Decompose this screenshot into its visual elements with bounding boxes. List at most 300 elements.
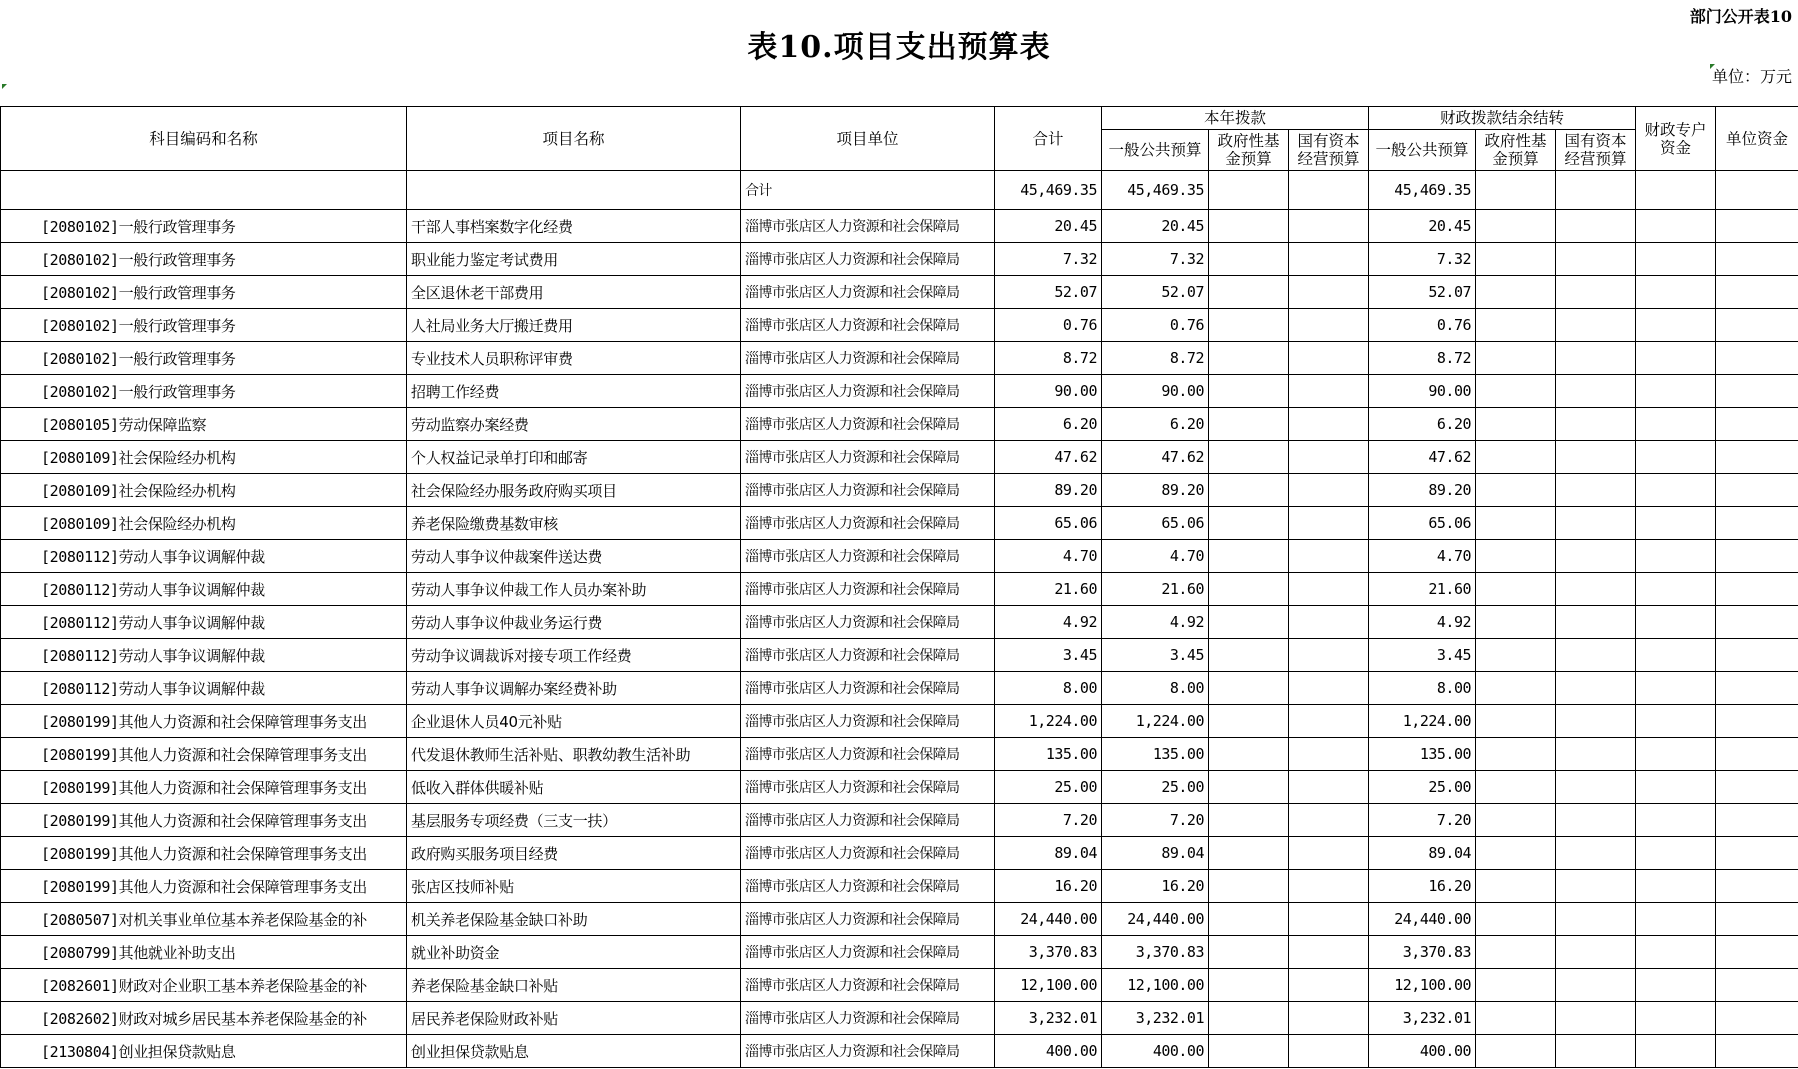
total-cell: 3,370.83 (995, 936, 1102, 969)
project-cell: 劳动人事争议仲裁业务运行费 (407, 606, 741, 639)
carry-general-budget-cell: 3,232.01 (1369, 1002, 1476, 1035)
state-capital-cell (1289, 243, 1369, 276)
table-row (1, 870, 1798, 903)
carry-general-budget-cell: 24,440.00 (1369, 903, 1476, 936)
carry-state-capital-cell (1556, 276, 1636, 309)
special-fund-cell (1636, 375, 1716, 408)
state-capital-cell (1289, 408, 1369, 441)
carry-state-capital-cell (1556, 672, 1636, 705)
unit-cell: 淄博市张店区人力资源和社会保障局 (741, 870, 995, 903)
general-budget-cell: 3.45 (1102, 639, 1209, 672)
subject-cell: [2080112]劳动人事争议调解仲裁 (1, 573, 407, 606)
carry-state-capital-cell (1556, 903, 1636, 936)
gov-fund-cell (1209, 936, 1289, 969)
special-fund-cell (1636, 606, 1716, 639)
carry-state-capital-cell (1556, 639, 1636, 672)
total-cell: 8.72 (995, 342, 1102, 375)
carry-general-budget-cell: 1,224.00 (1369, 705, 1476, 738)
project-cell: 居民养老保险财政补贴 (407, 1002, 741, 1035)
project-cell: 张店区技师补贴 (407, 870, 741, 903)
unit-fund-cell (1716, 474, 1798, 507)
total-cell: 47.62 (995, 441, 1102, 474)
total-cell: 65.06 (995, 507, 1102, 540)
carry-gov-fund-cell (1476, 639, 1556, 672)
carry-state-capital-cell (1556, 969, 1636, 1002)
general-budget-cell: 47.62 (1102, 441, 1209, 474)
subject-cell: [2080199]其他人力资源和社会保障管理事务支出 (1, 804, 407, 837)
unit-fund-cell (1716, 540, 1798, 573)
carry-state-capital-cell (1556, 705, 1636, 738)
gov-fund-cell (1209, 606, 1289, 639)
gov-fund-cell (1209, 375, 1289, 408)
carry-gov-fund-cell (1476, 837, 1556, 870)
subject-cell: [2080109]社会保险经办机构 (1, 441, 407, 474)
unit-cell: 淄博市张店区人力资源和社会保障局 (741, 804, 995, 837)
state-capital-cell (1289, 606, 1369, 639)
special-fund-cell (1636, 672, 1716, 705)
state-capital-cell (1289, 1035, 1369, 1068)
project-cell: 劳动人事争议调解办案经费补助 (407, 672, 741, 705)
gov-fund-cell (1209, 1002, 1289, 1035)
carry-state-capital-cell (1556, 210, 1636, 243)
gov-fund-cell (1209, 837, 1289, 870)
special-fund-cell (1636, 540, 1716, 573)
general-budget-cell: 52.07 (1102, 276, 1209, 309)
header-gov-fund: 政府性基金预算 (1209, 130, 1289, 171)
general-budget-cell: 135.00 (1102, 738, 1209, 771)
carry-general-budget-cell: 135.00 (1369, 738, 1476, 771)
total-cell: 400.00 (995, 1035, 1102, 1068)
general-budget-cell: 8.00 (1102, 672, 1209, 705)
table-row (1, 507, 1798, 540)
header-carry-state-capital: 国有资本经营预算 (1556, 130, 1636, 171)
gov-fund-cell (1209, 474, 1289, 507)
state-capital-cell (1289, 375, 1369, 408)
carry-general-budget-cell: 7.20 (1369, 804, 1476, 837)
subject-cell: [2080109]社会保险经办机构 (1, 507, 407, 540)
total-cell: 1,224.00 (995, 705, 1102, 738)
table-number-label: 部门公开表10 (1689, 7, 1792, 26)
subject-cell: [2080105]劳动保障监察 (1, 408, 407, 441)
subject-cell: [2080112]劳动人事争议调解仲裁 (1, 540, 407, 573)
total-gov-fund-cell (1209, 171, 1289, 210)
unit-fund-cell (1716, 441, 1798, 474)
total-cell: 3,232.01 (995, 1002, 1102, 1035)
unit-cell: 淄博市张店区人力资源和社会保障局 (741, 210, 995, 243)
total-special-fund-cell (1636, 171, 1716, 210)
gov-fund-cell (1209, 804, 1289, 837)
special-fund-cell (1636, 936, 1716, 969)
carry-general-budget-cell: 8.00 (1369, 672, 1476, 705)
project-cell: 劳动争议调裁诉对接专项工作经费 (407, 639, 741, 672)
project-cell: 创业担保贷款贴息 (407, 1035, 741, 1068)
project-cell: 职业能力鉴定考试费用 (407, 243, 741, 276)
state-capital-cell (1289, 804, 1369, 837)
carry-general-budget-cell: 4.92 (1369, 606, 1476, 639)
total-total-cell: 45,469.35 (995, 171, 1102, 210)
carry-state-capital-cell (1556, 606, 1636, 639)
project-cell: 养老保险基金缺口补贴 (407, 969, 741, 1002)
project-cell: 劳动监察办案经费 (407, 408, 741, 441)
carry-general-budget-cell: 25.00 (1369, 771, 1476, 804)
carry-gov-fund-cell (1476, 441, 1556, 474)
unit-cell: 淄博市张店区人力资源和社会保障局 (741, 276, 995, 309)
project-cell: 干部人事档案数字化经费 (407, 210, 741, 243)
carry-gov-fund-cell (1476, 705, 1556, 738)
gov-fund-cell (1209, 573, 1289, 606)
unit-cell: 淄博市张店区人力资源和社会保障局 (741, 837, 995, 870)
total-carry-general-cell: 45,469.35 (1369, 171, 1476, 210)
unit-fund-cell (1716, 804, 1798, 837)
gov-fund-cell (1209, 342, 1289, 375)
general-budget-cell: 7.20 (1102, 804, 1209, 837)
special-fund-cell (1636, 210, 1716, 243)
total-cell: 16.20 (995, 870, 1102, 903)
total-carry-gov-fund-cell (1476, 171, 1556, 210)
total-cell: 89.20 (995, 474, 1102, 507)
special-fund-cell (1636, 903, 1716, 936)
general-budget-cell: 89.20 (1102, 474, 1209, 507)
table-row (1, 375, 1798, 408)
unit-fund-cell (1716, 969, 1798, 1002)
gov-fund-cell (1209, 705, 1289, 738)
general-budget-cell: 3,370.83 (1102, 936, 1209, 969)
special-fund-cell (1636, 870, 1716, 903)
state-capital-cell (1289, 672, 1369, 705)
header-total: 合计 (995, 107, 1102, 171)
general-budget-cell: 65.06 (1102, 507, 1209, 540)
special-fund-cell (1636, 969, 1716, 1002)
table-row (1, 936, 1798, 969)
project-cell: 低收入群体供暖补贴 (407, 771, 741, 804)
unit-label: 单位：万元 (1711, 67, 1792, 86)
project-cell: 全区退休老干部费用 (407, 276, 741, 309)
carry-gov-fund-cell (1476, 573, 1556, 606)
general-budget-cell: 7.32 (1102, 243, 1209, 276)
state-capital-cell (1289, 276, 1369, 309)
state-capital-cell (1289, 837, 1369, 870)
special-fund-cell (1636, 507, 1716, 540)
table-row (1, 837, 1798, 870)
total-cell: 135.00 (995, 738, 1102, 771)
total-carry-state-capital-cell (1556, 171, 1636, 210)
general-budget-cell: 16.20 (1102, 870, 1209, 903)
unit-fund-cell (1716, 573, 1798, 606)
unit-fund-cell (1716, 903, 1798, 936)
total-cell: 4.70 (995, 540, 1102, 573)
carry-state-capital-cell (1556, 441, 1636, 474)
unit-cell: 淄博市张店区人力资源和社会保障局 (741, 540, 995, 573)
carry-gov-fund-cell (1476, 408, 1556, 441)
carry-gov-fund-cell (1476, 507, 1556, 540)
unit-cell: 淄博市张店区人力资源和社会保障局 (741, 639, 995, 672)
total-cell: 89.04 (995, 837, 1102, 870)
carry-gov-fund-cell (1476, 309, 1556, 342)
subject-cell: [2080102]一般行政管理事务 (1, 243, 407, 276)
table-row (1, 969, 1798, 1002)
state-capital-cell (1289, 573, 1369, 606)
unit-fund-cell (1716, 210, 1798, 243)
subject-cell: [2080102]一般行政管理事务 (1, 210, 407, 243)
project-cell: 人社局业务大厅搬迁费用 (407, 309, 741, 342)
table-row (1, 342, 1798, 375)
unit-cell: 淄博市张店区人力资源和社会保障局 (741, 936, 995, 969)
project-cell: 企业退休人员40元补贴 (407, 705, 741, 738)
unit-cell: 淄博市张店区人力资源和社会保障局 (741, 1002, 995, 1035)
table-row (1, 243, 1798, 276)
total-cell: 0.76 (995, 309, 1102, 342)
table-row (1, 408, 1798, 441)
unit-fund-cell (1716, 672, 1798, 705)
carry-general-budget-cell: 3.45 (1369, 639, 1476, 672)
subject-cell: [2080102]一般行政管理事务 (1, 375, 407, 408)
unit-cell: 淄博市张店区人力资源和社会保障局 (741, 375, 995, 408)
unit-cell: 淄博市张店区人力资源和社会保障局 (741, 573, 995, 606)
total-cell: 3.45 (995, 639, 1102, 672)
gov-fund-cell (1209, 771, 1289, 804)
carry-gov-fund-cell (1476, 672, 1556, 705)
carry-general-budget-cell: 4.70 (1369, 540, 1476, 573)
header-state-capital: 国有资本经营预算 (1289, 130, 1369, 171)
gov-fund-cell (1209, 507, 1289, 540)
unit-cell: 淄博市张店区人力资源和社会保障局 (741, 243, 995, 276)
subject-cell: [2080112]劳动人事争议调解仲裁 (1, 639, 407, 672)
unit-cell: 淄博市张店区人力资源和社会保障局 (741, 507, 995, 540)
subject-cell: [2082601]财政对企业职工基本养老保险基金的补 (1, 969, 407, 1002)
state-capital-cell (1289, 969, 1369, 1002)
subject-cell: [2080102]一般行政管理事务 (1, 276, 407, 309)
table-row (1, 903, 1798, 936)
unit-fund-cell (1716, 870, 1798, 903)
state-capital-cell (1289, 771, 1369, 804)
general-budget-cell: 89.04 (1102, 837, 1209, 870)
table-row (1, 1035, 1798, 1068)
subject-cell: [2080507]对机关事业单位基本养老保险基金的补 (1, 903, 407, 936)
project-cell: 社会保险经办服务政府购买项目 (407, 474, 741, 507)
state-capital-cell (1289, 309, 1369, 342)
table-row (1, 474, 1798, 507)
table-row (1, 573, 1798, 606)
state-capital-cell (1289, 1002, 1369, 1035)
general-budget-cell: 20.45 (1102, 210, 1209, 243)
unit-fund-cell (1716, 606, 1798, 639)
carry-state-capital-cell (1556, 837, 1636, 870)
carry-gov-fund-cell (1476, 210, 1556, 243)
carry-gov-fund-cell (1476, 903, 1556, 936)
general-budget-cell: 21.60 (1102, 573, 1209, 606)
total-cell: 25.00 (995, 771, 1102, 804)
unit-fund-cell (1716, 1002, 1798, 1035)
carry-general-budget-cell: 52.07 (1369, 276, 1476, 309)
subject-cell: [2080199]其他人力资源和社会保障管理事务支出 (1, 837, 407, 870)
state-capital-cell (1289, 210, 1369, 243)
header-carry-gov-fund: 政府性基金预算 (1476, 130, 1556, 171)
state-capital-cell (1289, 738, 1369, 771)
unit-fund-cell (1716, 705, 1798, 738)
total-cell: 24,440.00 (995, 903, 1102, 936)
unit-cell: 淄博市张店区人力资源和社会保障局 (741, 903, 995, 936)
header-carry-general-budget: 一般公共预算 (1369, 130, 1476, 171)
unit-cell: 淄博市张店区人力资源和社会保障局 (741, 606, 995, 639)
total-general-cell: 45,469.35 (1102, 171, 1209, 210)
subject-cell: [2080799]其他就业补助支出 (1, 936, 407, 969)
total-cell: 21.60 (995, 573, 1102, 606)
carry-general-budget-cell: 90.00 (1369, 375, 1476, 408)
budget-table (0, 106, 1798, 1068)
carry-general-budget-cell: 89.04 (1369, 837, 1476, 870)
project-cell: 基层服务专项经费（三支一扶） (407, 804, 741, 837)
carry-state-capital-cell (1556, 573, 1636, 606)
subject-cell: [2080199]其他人力资源和社会保障管理事务支出 (1, 738, 407, 771)
general-budget-cell: 24,440.00 (1102, 903, 1209, 936)
state-capital-cell (1289, 474, 1369, 507)
general-budget-cell: 400.00 (1102, 1035, 1209, 1068)
table-row (1, 441, 1798, 474)
special-fund-cell (1636, 738, 1716, 771)
carry-state-capital-cell (1556, 408, 1636, 441)
subject-cell: [2082602]财政对城乡居民基本养老保险基金的补 (1, 1002, 407, 1035)
gov-fund-cell (1209, 870, 1289, 903)
special-fund-cell (1636, 408, 1716, 441)
cell-marker-icon (2, 84, 7, 89)
carry-state-capital-cell (1556, 936, 1636, 969)
unit-fund-cell (1716, 276, 1798, 309)
subject-cell: [2080102]一般行政管理事务 (1, 342, 407, 375)
state-capital-cell (1289, 639, 1369, 672)
subject-cell: [2080199]其他人力资源和社会保障管理事务支出 (1, 870, 407, 903)
general-budget-cell: 6.20 (1102, 408, 1209, 441)
subject-cell: [2080199]其他人力资源和社会保障管理事务支出 (1, 771, 407, 804)
unit-fund-cell (1716, 837, 1798, 870)
special-fund-cell (1636, 771, 1716, 804)
unit-fund-cell (1716, 936, 1798, 969)
unit-cell: 淄博市张店区人力资源和社会保障局 (741, 1035, 995, 1068)
carry-general-budget-cell: 21.60 (1369, 573, 1476, 606)
general-budget-cell: 3,232.01 (1102, 1002, 1209, 1035)
carry-general-budget-cell: 7.32 (1369, 243, 1476, 276)
table-row (1, 804, 1798, 837)
carry-general-budget-cell: 89.20 (1369, 474, 1476, 507)
carry-general-budget-cell: 400.00 (1369, 1035, 1476, 1068)
carry-gov-fund-cell (1476, 738, 1556, 771)
gov-fund-cell (1209, 903, 1289, 936)
table-row (1, 309, 1798, 342)
carry-state-capital-cell (1556, 738, 1636, 771)
header-special-fund: 财政专户资金 (1636, 107, 1716, 171)
table-row (1, 276, 1798, 309)
carry-state-capital-cell (1556, 243, 1636, 276)
general-budget-cell: 0.76 (1102, 309, 1209, 342)
general-budget-cell: 90.00 (1102, 375, 1209, 408)
gov-fund-cell (1209, 672, 1289, 705)
state-capital-cell (1289, 342, 1369, 375)
special-fund-cell (1636, 804, 1716, 837)
carry-state-capital-cell (1556, 804, 1636, 837)
state-capital-cell (1289, 507, 1369, 540)
header-carryover: 财政拨款结余结转 (1369, 107, 1636, 130)
unit-fund-cell (1716, 309, 1798, 342)
unit-fund-cell (1716, 738, 1798, 771)
unit-cell: 淄博市张店区人力资源和社会保障局 (741, 738, 995, 771)
gov-fund-cell (1209, 210, 1289, 243)
carry-general-budget-cell: 65.06 (1369, 507, 1476, 540)
carry-gov-fund-cell (1476, 771, 1556, 804)
total-project-cell (407, 171, 741, 210)
project-cell: 机关养老保险基金缺口补助 (407, 903, 741, 936)
special-fund-cell (1636, 1035, 1716, 1068)
special-fund-cell (1636, 705, 1716, 738)
special-fund-cell (1636, 639, 1716, 672)
carry-state-capital-cell (1556, 540, 1636, 573)
project-cell: 劳动人事争议仲裁工作人员办案补助 (407, 573, 741, 606)
gov-fund-cell (1209, 276, 1289, 309)
unit-cell: 淄博市张店区人力资源和社会保障局 (741, 771, 995, 804)
total-cell: 52.07 (995, 276, 1102, 309)
general-budget-cell: 4.70 (1102, 540, 1209, 573)
unit-fund-cell (1716, 408, 1798, 441)
subject-cell: [2080102]一般行政管理事务 (1, 309, 407, 342)
carry-gov-fund-cell (1476, 1035, 1556, 1068)
general-budget-cell: 12,100.00 (1102, 969, 1209, 1002)
carry-gov-fund-cell (1476, 276, 1556, 309)
total-cell: 4.92 (995, 606, 1102, 639)
carry-general-budget-cell: 8.72 (1369, 342, 1476, 375)
carry-general-budget-cell: 47.62 (1369, 441, 1476, 474)
table-row (1, 540, 1798, 573)
carry-gov-fund-cell (1476, 342, 1556, 375)
subject-cell: [2080109]社会保险经办机构 (1, 474, 407, 507)
total-subject-cell (1, 171, 407, 210)
gov-fund-cell (1209, 309, 1289, 342)
table-row (1, 606, 1798, 639)
carry-gov-fund-cell (1476, 1002, 1556, 1035)
unit-cell: 淄博市张店区人力资源和社会保障局 (741, 309, 995, 342)
state-capital-cell (1289, 936, 1369, 969)
total-cell: 7.20 (995, 804, 1102, 837)
project-cell: 养老保险缴费基数审核 (407, 507, 741, 540)
table-row (1, 771, 1798, 804)
total-cell: 8.00 (995, 672, 1102, 705)
gov-fund-cell (1209, 441, 1289, 474)
table-row (1, 1002, 1798, 1035)
unit-cell: 淄博市张店区人力资源和社会保障局 (741, 441, 995, 474)
carry-state-capital-cell (1556, 342, 1636, 375)
general-budget-cell: 8.72 (1102, 342, 1209, 375)
gov-fund-cell (1209, 738, 1289, 771)
carry-state-capital-cell (1556, 771, 1636, 804)
total-unit-fund-cell (1716, 171, 1798, 210)
state-capital-cell (1289, 903, 1369, 936)
carry-general-budget-cell: 16.20 (1369, 870, 1476, 903)
carry-gov-fund-cell (1476, 969, 1556, 1002)
carry-gov-fund-cell (1476, 243, 1556, 276)
project-cell: 招聘工作经费 (407, 375, 741, 408)
special-fund-cell (1636, 243, 1716, 276)
state-capital-cell (1289, 870, 1369, 903)
unit-cell: 淄博市张店区人力资源和社会保障局 (741, 672, 995, 705)
carry-gov-fund-cell (1476, 474, 1556, 507)
page-title: 表10.项目支出预算表 (747, 30, 1051, 65)
special-fund-cell (1636, 309, 1716, 342)
carry-state-capital-cell (1556, 375, 1636, 408)
state-capital-cell (1289, 441, 1369, 474)
gov-fund-cell (1209, 1035, 1289, 1068)
special-fund-cell (1636, 837, 1716, 870)
carry-general-budget-cell: 3,370.83 (1369, 936, 1476, 969)
carry-general-budget-cell: 6.20 (1369, 408, 1476, 441)
header-project: 项目名称 (407, 107, 741, 171)
special-fund-cell (1636, 441, 1716, 474)
